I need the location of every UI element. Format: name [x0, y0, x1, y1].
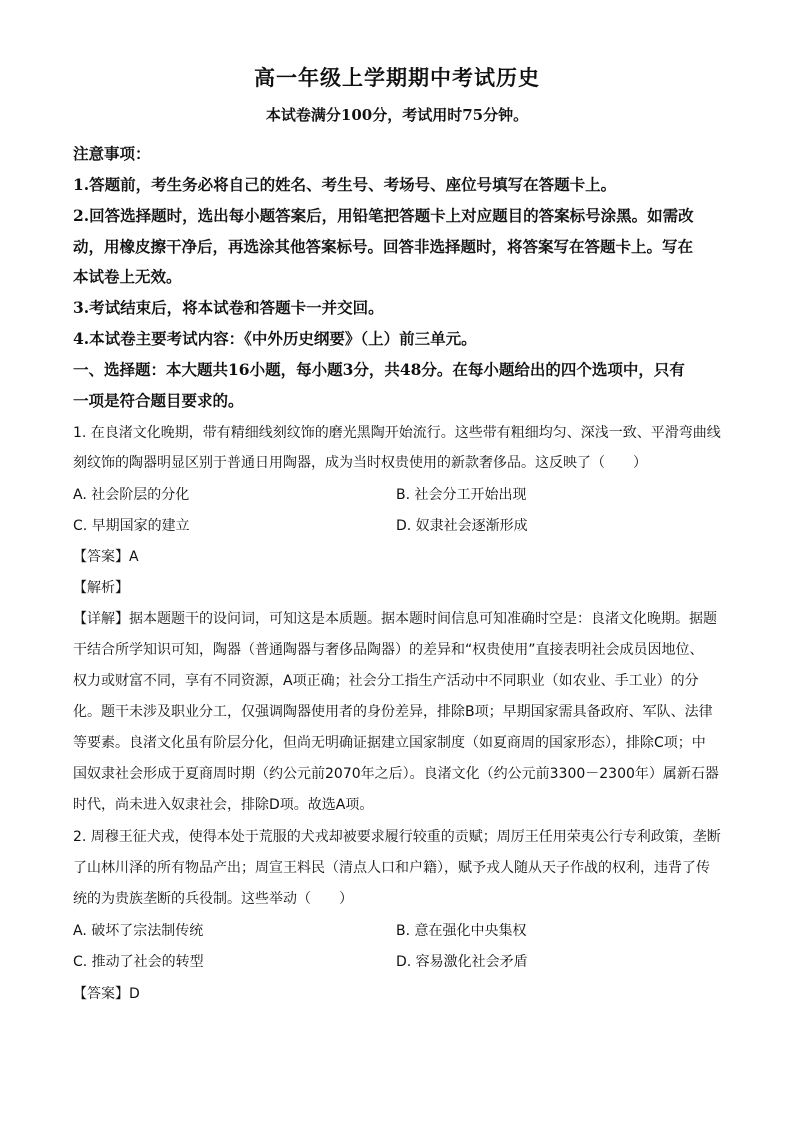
note-line: 4.本试卷主要考试内容：《中外历史纲要》（上）前三单元。 — [73, 329, 477, 348]
q1-answer: 【答案】A — [73, 549, 139, 565]
q1-analysis-label: 【解析】 — [73, 580, 129, 596]
question-2-stem: 统的为贵族垄断的兵役制。这些举动（ ） — [73, 891, 353, 907]
q2-answer: 【答案】D — [73, 986, 140, 1002]
q1-detail-line: 化。题干未涉及职业分工，仅强调陶器使用者的身份差异，排除B项；早期国家需具备政府、军队、法律 — [73, 704, 713, 720]
notes-heading: 注意事项： — [73, 144, 151, 163]
q1-detail-line: 国奴隶社会形成于夏商周时期（约公元前2070年之后）。良渚文化（约公元前3300－2300年）属新石器 — [73, 766, 719, 782]
exam-subtitle: 本试卷满分100分，考试用时75分钟。 — [265, 106, 529, 124]
note-line: 1.答题前，考生务必将自己的姓名、考生号、考场号、座位号填写在答题卡上。 — [73, 175, 617, 194]
q2-option-c: C. 推动了社会的转型 — [73, 954, 204, 970]
q1-detail-line: 权力或财富不同，享有不同资源，A项正确；社会分工指生产活动中不同职业（如农业、手工业）的分 — [73, 673, 699, 689]
question-2-stem: 了山林川泽的所有物品产出；周宣王料民（清点人口和户籍），赋予戎人随从天子作战的权利，违背了传 — [73, 860, 710, 876]
q2-option-a: A. 破坏了宗法制传统 — [73, 923, 204, 939]
q1-detail-line: 等要素。良渚文化虽有阶层分化，但尚无明确证据建立国家制度（如夏商周的国家形态），排除C项；中 — [73, 735, 706, 751]
q2-option-d: D. 容易激化社会矛盾 — [396, 954, 528, 970]
q1-detail-line: 【详解】据本题题干的设问词，可知这是本质题。据本题时间信息可知准确时空是：良渚文化晚期。据题 — [73, 611, 717, 627]
note-line: 动，用橡皮擦干净后，再选涂其他答案标号。回答非选择题时，将答案写在答题卡上。写在 — [73, 237, 694, 256]
note-line: 本试卷上无效。 — [73, 267, 182, 286]
question-1-stem: 1. 在良渚文化晚期，带有精细线刻纹饰的磨光黑陶开始流行。这些带有粗细均匀、深浅一致、平滑弯曲线 — [73, 425, 721, 441]
note-line: 2.回答选择题时，选出每小题答案后，用铅笔把答题卡上对应题目的答案标号涂黑。如需改 — [73, 206, 694, 225]
q2-option-b: B. 意在强化中央集权 — [396, 923, 527, 939]
section-heading: 一、选择题：本大题共16小题，每小题3分，共48分。在每小题给出的四个选项中，只有 — [73, 360, 685, 379]
q1-detail-line: 干结合所学知识可知，陶器（普通陶器与奢侈品陶器）的差异和“权贵使用”直接表明社会成员因地位、 — [73, 642, 704, 658]
q1-option-b: B. 社会分工开始出现 — [396, 487, 527, 503]
q1-detail-line: 时代，尚未进入奴隶社会，排除D项。故选A项。 — [73, 797, 374, 813]
note-line: 3.考试结束后，将本试卷和答题卡一并交回。 — [73, 298, 384, 317]
question-2-stem: 2. 周穆王征犬戎，使得本处于荒服的犬戎却被要求履行较重的贡赋；周厉王任用荣夷公行专利政策，垄断 — [73, 829, 721, 845]
q1-option-c: C. 早期国家的建立 — [73, 518, 190, 534]
q1-option-d: D. 奴隶社会逐渐形成 — [396, 518, 528, 534]
section-heading: 一项是符合题目要求的。 — [73, 391, 244, 410]
question-1-stem: 刻纹饰的陶器明显区别于普通日用陶器，成为当时权贵使用的新款奢侈品。这反映了（ ） — [73, 455, 647, 471]
q1-option-a: A. 社会阶层的分化 — [73, 487, 190, 503]
page-title: 高一年级上学期期中考试历史 — [254, 65, 540, 90]
